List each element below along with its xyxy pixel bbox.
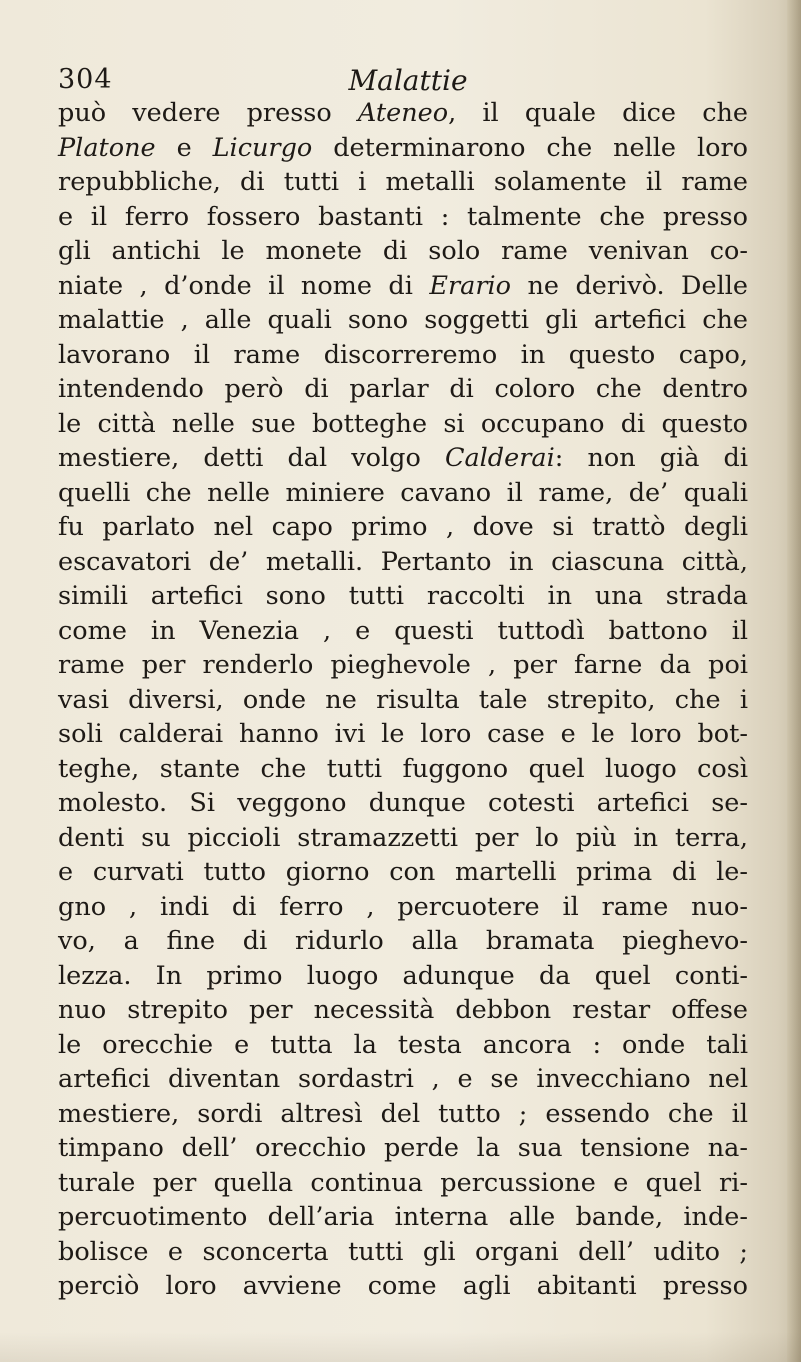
text-line <box>58 579 748 614</box>
text-line <box>58 165 748 200</box>
text-line <box>58 510 748 545</box>
text-segment: quelli che nelle miniere cavano il rame, de’ quali <box>58 477 748 508</box>
text-segment: turale per quella continua percussione e quel ri- <box>58 1167 748 1198</box>
text-line <box>58 200 748 235</box>
text-segment: molesto. Si veggono dunque cotesti artefici se- <box>58 788 748 818</box>
text-segment: e <box>155 132 213 163</box>
text-segment: come in Venezia , e questi tuttodì battono il <box>58 615 748 646</box>
italic-text-segment: Licurgo <box>212 132 313 163</box>
text-line <box>58 959 748 994</box>
text-line <box>58 407 748 442</box>
text-line <box>58 890 748 925</box>
italic-text-segment: Platone <box>58 132 156 163</box>
text-segment: malattie , alle quali sono soggetti gli artefici che <box>58 305 748 335</box>
text-line <box>58 476 748 511</box>
text-line <box>58 855 748 890</box>
text-segment: percuotimento dell’aria interna alle bande, inde- <box>58 1202 748 1232</box>
text-line <box>58 1235 748 1270</box>
text-segment: le orecchie e tutta la testa ancora : onde tali <box>58 1029 748 1060</box>
text-line <box>58 821 748 856</box>
text-segment: gno , indi di ferro , percuotere il rame nuo- <box>58 891 748 922</box>
text-line <box>58 372 748 407</box>
italic-text-segment: Calderai <box>444 443 555 473</box>
text-line <box>58 1028 748 1063</box>
text-segment: repubbliche, di tutti i metalli solamente il rame <box>58 167 748 197</box>
text-segment: nuo strepito per necessità debbon restar offese <box>58 995 748 1025</box>
text-segment: rame per renderlo pieghevole , per farne da poi <box>58 650 748 680</box>
text-segment: e curvati tutto giorno con martelli prima di le- <box>58 857 748 887</box>
text-line <box>58 648 748 683</box>
text-segment: e il ferro fossero bastanti : talmente che presso <box>58 201 748 232</box>
text-line <box>58 683 748 718</box>
text-line <box>58 96 748 131</box>
text-line <box>58 338 748 373</box>
body-text <box>58 96 748 1304</box>
text-segment: fu parlato nel capo primo , dove si trattò degli <box>58 512 748 542</box>
italic-text-segment: Ateneo <box>357 98 449 128</box>
text-segment: può vedere presso <box>58 98 358 128</box>
text-segment: simili artefici sono tutti raccolti in una strada <box>58 581 748 611</box>
text-segment: vo, a fine di ridurlo alla bramata pieghevo- <box>58 926 748 956</box>
text-segment: : non già di <box>554 443 748 473</box>
text-line <box>58 131 748 166</box>
text-line <box>58 1166 748 1201</box>
text-segment: bolisce e sconcerta tutti gli organi dell’ udito ; <box>58 1236 748 1267</box>
page-bottom-shadow <box>0 1332 801 1362</box>
running-title: Malattie <box>348 64 468 97</box>
text-segment: soli calderai hanno ivi le loro case e le loro bot- <box>58 719 748 749</box>
text-segment: artefici diventan sordastri , e se invecchiano nel <box>58 1064 748 1094</box>
page-edge-shadow <box>787 0 801 1362</box>
text-line <box>58 269 748 304</box>
text-line <box>58 234 748 269</box>
text-segment: vasi diversi, onde ne risulta tale strepito, che i <box>58 684 748 715</box>
text-line <box>58 993 748 1028</box>
page-number: 304 <box>58 64 113 95</box>
text-line <box>58 441 748 476</box>
text-segment: gli antichi le monete di solo rame venivan co- <box>58 236 748 266</box>
text-line <box>58 1062 748 1097</box>
text-segment: timpano dell’ orecchio perde la sua tensione na- <box>58 1133 748 1163</box>
text-line <box>58 303 748 338</box>
text-line <box>58 1097 748 1132</box>
text-line <box>58 752 748 787</box>
text-line <box>58 1200 748 1235</box>
text-segment: ne derivò. Delle <box>511 270 748 301</box>
text-line <box>58 924 748 959</box>
text-segment: lavorano il rame discorreremo in questo capo, <box>58 339 748 370</box>
text-segment: teghe, stante che tutti fuggono quel luogo così <box>58 753 748 784</box>
text-line <box>58 614 748 649</box>
text-segment: perciò loro avviene come agli abitanti presso <box>58 1271 748 1301</box>
text-segment: lezza. In primo luogo adunque da quel conti- <box>58 960 748 991</box>
italic-text-segment: Erario <box>429 270 512 301</box>
text-segment: niate , d’onde il nome di <box>58 270 430 301</box>
text-segment: escavatori de’ metalli. Pertanto in ciascuna città, <box>58 546 748 577</box>
text-segment: le città nelle sue botteghe si occupano di questo <box>58 408 748 439</box>
text-line <box>58 717 748 752</box>
text-segment: intendendo però di parlar di coloro che dentro <box>58 374 748 404</box>
text-segment: denti su piccioli stramazzetti per lo più in terra, <box>58 822 748 853</box>
page-header <box>58 64 748 98</box>
text-segment: mestiere, detti dal volgo <box>58 443 445 473</box>
text-segment: mestiere, sordi altresì del tutto ; essendo che il <box>58 1098 748 1129</box>
text-line <box>58 1269 748 1304</box>
text-segment: determinarono che nelle loro <box>312 132 748 163</box>
text-line <box>58 1131 748 1166</box>
text-line <box>58 786 748 821</box>
text-segment: , il quale dice che <box>448 98 748 128</box>
text-line <box>58 545 748 580</box>
